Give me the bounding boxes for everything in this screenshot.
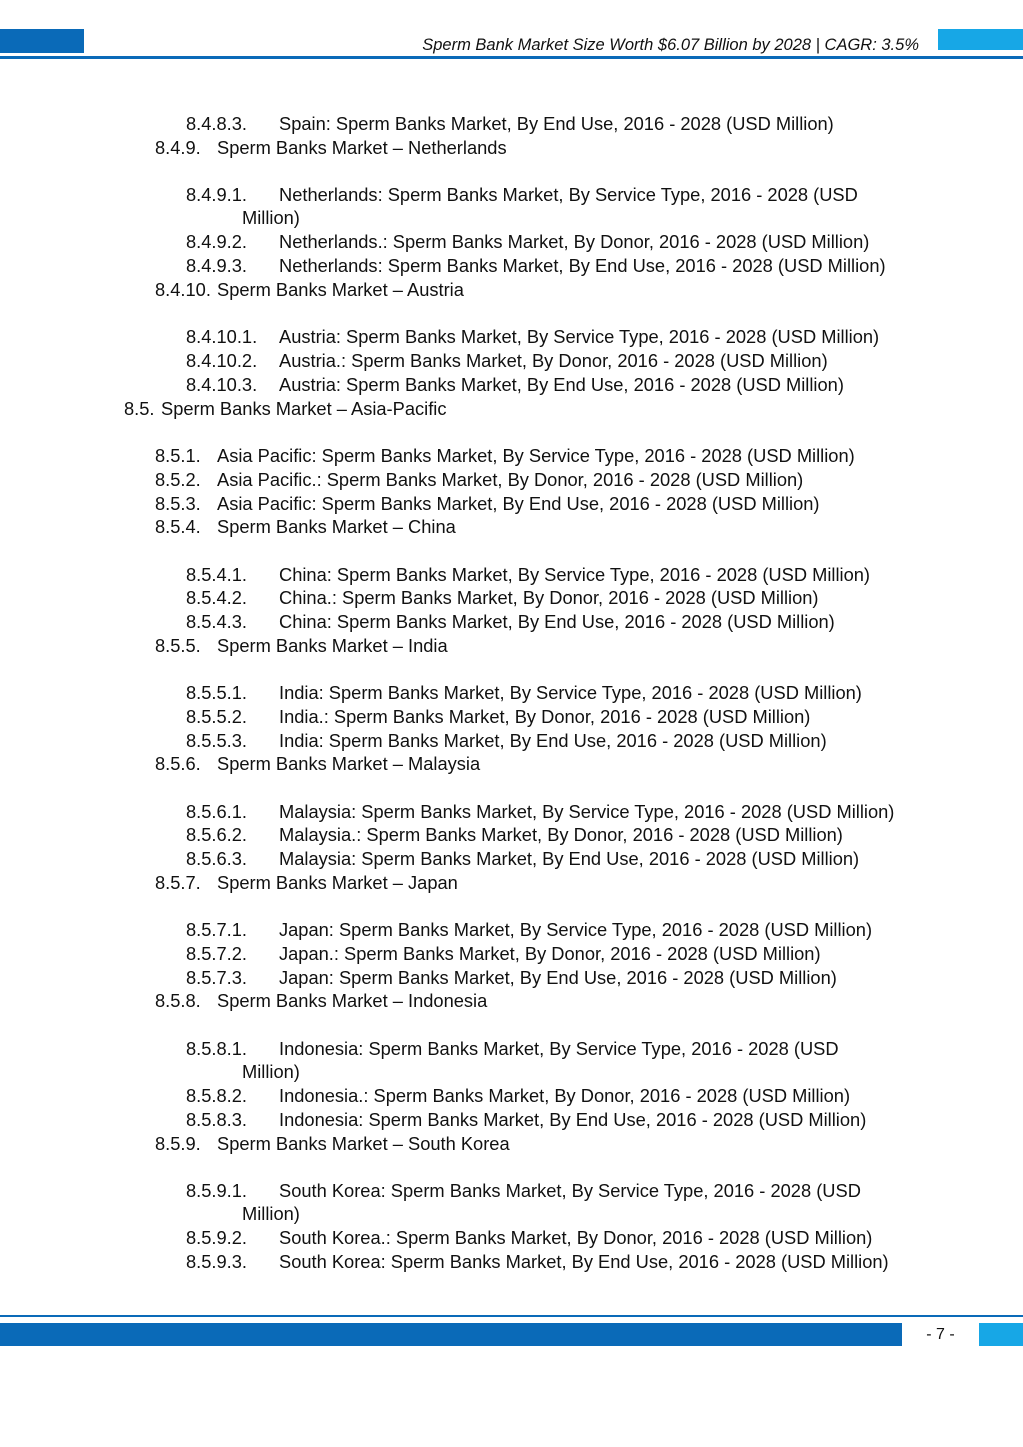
- toc-entry-number: 8.5.8.: [155, 990, 201, 1011]
- toc-entry-text: Asia Pacific.: Sperm Banks Market, By Donor, 2016 - 2028 (USD Million): [217, 469, 804, 490]
- toc-entry-text: Austria.: Sperm Banks Market, By Donor, 2016 - 2028 (USD Million): [279, 350, 828, 371]
- toc-entry-number: 8.4.9.3.: [186, 255, 247, 276]
- toc-entry-text: Sperm Banks Market – South Korea: [217, 1133, 510, 1154]
- toc-entry-text: Indonesia.: Sperm Banks Market, By Donor, 2016 - 2028 (USD Million): [279, 1085, 851, 1106]
- toc-entry-text: Asia Pacific: Sperm Banks Market, By End Use, 2016 - 2028 (USD Million): [217, 493, 820, 514]
- toc-entry-text: Japan: Sperm Banks Market, By End Use, 2016 - 2028 (USD Million): [279, 967, 837, 988]
- toc-entry-number: 8.5.6.: [155, 753, 201, 774]
- toc-entry-text: India.: Sperm Banks Market, By Donor, 2016 - 2028 (USD Million): [279, 706, 811, 727]
- toc-entry-number: 8.5.2.: [155, 469, 201, 490]
- toc-entry-number: 8.5.9.3.: [186, 1251, 247, 1272]
- toc-entry-number: 8.5.5.1.: [186, 682, 247, 703]
- toc-entry-number: 8.5.9.: [155, 1133, 201, 1154]
- footer-rule: [0, 1315, 1023, 1317]
- toc-entry-number: 8.5.6.2.: [186, 824, 247, 845]
- toc-entry-number: 8.4.9.2.: [186, 231, 247, 252]
- toc-entry-text: Sperm Banks Market – Netherlands: [217, 137, 507, 158]
- toc-entry-text-continuation: Million): [242, 1061, 300, 1082]
- toc-entry-text: India: Sperm Banks Market, By Service Type, 2016 - 2028 (USD Million): [279, 682, 862, 703]
- toc-entry-text: Sperm Banks Market – Indonesia: [217, 990, 488, 1011]
- running-header-title: Sperm Bank Market Size Worth $6.07 Billion by 2028 | CAGR: 3.5%: [422, 36, 919, 54]
- toc-entry-text: Austria: Sperm Banks Market, By End Use, 2016 - 2028 (USD Million): [279, 374, 844, 395]
- toc-entry-number: 8.4.10.2.: [186, 350, 258, 371]
- toc-entry-text: Netherlands: Sperm Banks Market, By Service Type, 2016 - 2028 (USD: [279, 184, 858, 205]
- toc-entry-text: Netherlands: Sperm Banks Market, By End Use, 2016 - 2028 (USD Million): [279, 255, 886, 276]
- toc-entry-number: 8.5.3.: [155, 493, 201, 514]
- toc-entry-text-continuation: Million): [242, 1203, 300, 1224]
- toc-entry-text: India: Sperm Banks Market, By End Use, 2016 - 2028 (USD Million): [279, 730, 827, 751]
- footer-accent-bar: [0, 1323, 902, 1346]
- toc-entry-number: 8.4.9.: [155, 137, 201, 158]
- toc-entry-number: 8.5.8.1.: [186, 1038, 247, 1059]
- toc-entry-text: Spain: Sperm Banks Market, By End Use, 2016 - 2028 (USD Million): [279, 113, 834, 134]
- toc-entry-number: 8.5.7.1.: [186, 919, 247, 940]
- toc-entry-text: Sperm Banks Market – India: [217, 635, 448, 656]
- toc-entry-number: 8.5.4.1.: [186, 564, 247, 585]
- toc-entry-number: 8.4.9.1.: [186, 184, 247, 205]
- toc-entry-text: Indonesia: Sperm Banks Market, By End Use, 2016 - 2028 (USD Million): [279, 1109, 867, 1130]
- toc-entry-number: 8.5.4.3.: [186, 611, 247, 632]
- toc-entry-text: Japan: Sperm Banks Market, By Service Type, 2016 - 2028 (USD Million): [279, 919, 873, 940]
- toc-entry-text-continuation: Million): [242, 207, 300, 228]
- toc-entry-text: Malaysia: Sperm Banks Market, By End Use, 2016 - 2028 (USD Million): [279, 848, 860, 869]
- toc-entry-text: Sperm Banks Market – Asia-Pacific: [161, 398, 447, 419]
- toc-entry-text: Asia Pacific: Sperm Banks Market, By Service Type, 2016 - 2028 (USD Million): [217, 445, 855, 466]
- toc-entry-number: 8.5.6.1.: [186, 801, 247, 822]
- toc-entry-text: Sperm Banks Market – Japan: [217, 872, 458, 893]
- toc-entry-number: 8.4.8.3.: [186, 113, 247, 134]
- toc-entry-text: China: Sperm Banks Market, By Service Type, 2016 - 2028 (USD Million): [279, 564, 870, 585]
- toc-entry-number: 8.5.7.: [155, 872, 201, 893]
- toc-entry-text: Malaysia.: Sperm Banks Market, By Donor, 2016 - 2028 (USD Million): [279, 824, 843, 845]
- toc-entry-number: 8.4.10.: [155, 279, 211, 300]
- toc-entry-text: South Korea.: Sperm Banks Market, By Donor, 2016 - 2028 (USD Million): [279, 1227, 873, 1248]
- toc-entry-number: 8.5.9.2.: [186, 1227, 247, 1248]
- toc-entry-number: 8.5.9.1.: [186, 1180, 247, 1201]
- toc-entry-number: 8.5.8.3.: [186, 1109, 247, 1130]
- toc-entry-number: 8.5.4.2.: [186, 587, 247, 608]
- toc-entry-number: 8.5.6.3.: [186, 848, 247, 869]
- footer-accent-right: [979, 1323, 1023, 1346]
- toc-entry-text: Sperm Banks Market – China: [217, 516, 456, 537]
- toc-entry-number: 8.5.1.: [155, 445, 201, 466]
- toc-entry-text: Sperm Banks Market – Malaysia: [217, 753, 481, 774]
- toc-entry-number: 8.5.4.: [155, 516, 201, 537]
- toc-entry-text: South Korea: Sperm Banks Market, By Service Type, 2016 - 2028 (USD: [279, 1180, 861, 1201]
- toc-entry-number: 8.5.5.: [155, 635, 201, 656]
- toc-entry-number: 8.5.5.3.: [186, 730, 247, 751]
- toc-entry-number: 8.5.7.3.: [186, 967, 247, 988]
- toc-entry-text: Malaysia: Sperm Banks Market, By Service Type, 2016 - 2028 (USD Million): [279, 801, 895, 822]
- toc-entry-text: South Korea: Sperm Banks Market, By End Use, 2016 - 2028 (USD Million): [279, 1251, 889, 1272]
- toc-entry-text: Netherlands.: Sperm Banks Market, By Donor, 2016 - 2028 (USD Million): [279, 231, 870, 252]
- toc-entry-text: China.: Sperm Banks Market, By Donor, 2016 - 2028 (USD Million): [279, 587, 819, 608]
- toc-entry-text: Austria: Sperm Banks Market, By Service Type, 2016 - 2028 (USD Million): [279, 326, 880, 347]
- toc-entry-number: 8.4.10.1.: [186, 326, 258, 347]
- toc-entry-number: 8.4.10.3.: [186, 374, 258, 395]
- toc-entry-number: 8.5.8.2.: [186, 1085, 247, 1106]
- page-number: - 7 -: [926, 1326, 955, 1343]
- toc-entry-number: 8.5.: [124, 398, 155, 419]
- toc-entry-number: 8.5.5.2.: [186, 706, 247, 727]
- toc-entry-text: Sperm Banks Market – Austria: [217, 279, 464, 300]
- toc-entry-text: China: Sperm Banks Market, By End Use, 2016 - 2028 (USD Million): [279, 611, 835, 632]
- toc-entry-number: 8.5.7.2.: [186, 943, 247, 964]
- toc-entry-text: Indonesia: Sperm Banks Market, By Service Type, 2016 - 2028 (USD: [279, 1038, 839, 1059]
- toc-entry-text: Japan.: Sperm Banks Market, By Donor, 2016 - 2028 (USD Million): [279, 943, 821, 964]
